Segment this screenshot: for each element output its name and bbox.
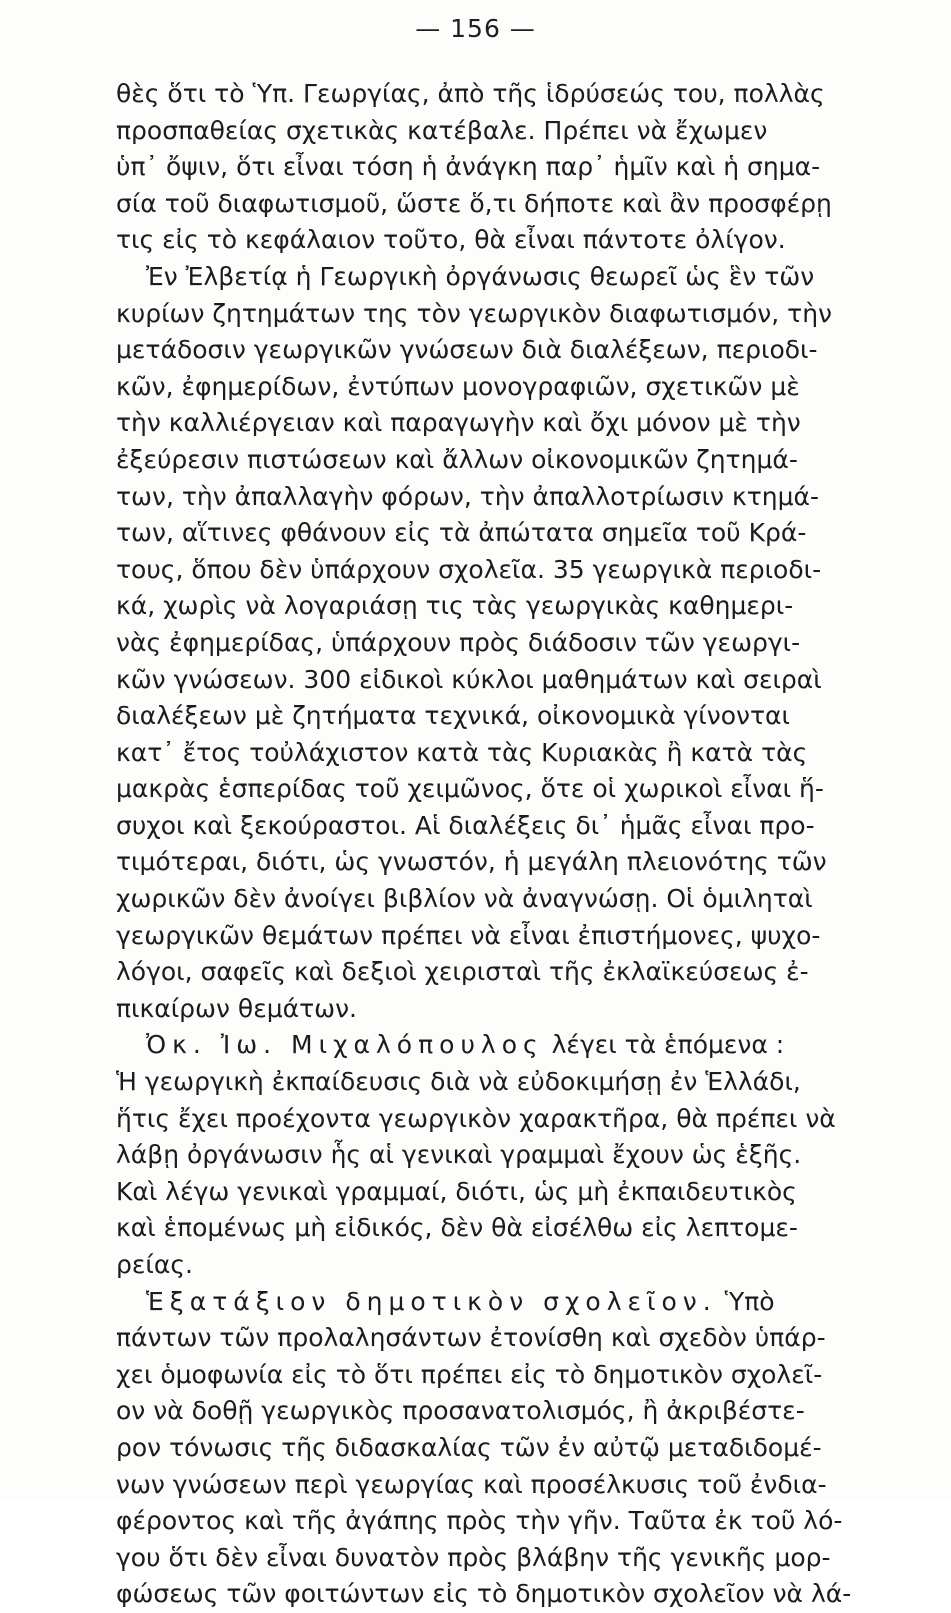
text-line: ἐξεύρεσιν πιστώσεων καὶ ἄλλων οἰκονομικῶν ζητημά- [116,444,798,474]
text-line: σία τοῦ διαφωτισμοῦ, ὥστε ὅ,τι δήποτε καὶ ἂν προσφέρῃ [116,188,832,218]
text-line: γεωργικῶν θεμάτων πρέπει νὰ εἶναι ἐπιστήμονες, ψυχο- [116,920,821,950]
text-line: των, αἵτινες φθάνουν εἰς τὰ ἀπώτατα σημεῖα τοῦ Κρά- [116,518,807,548]
text-line: προσπαθείας σχετικὰς κατέβαλε. Πρέπει νὰ ἔχωμεν [116,115,768,145]
text-line: χει ὁμοφωνία εἰς τὸ ὅτι πρέπει εἰς τὸ δημοτικὸν σχολεῖ- [116,1359,823,1389]
text-line: κῶν γνώσεων. 300 εἰδικοὶ κύκλοι μαθημάτων καὶ σειραὶ [116,664,822,694]
text-line: γου ὅτι δὲν εἶναι δυνατὸν πρὸς βλάβην τῆς γενικῆς μορ- [116,1542,831,1572]
body-text [116,76,930,1613]
text-line: κυρίων ζητημάτων της τὸν γεωργικὸν διαφωτισμόν, τὴν [116,298,833,328]
text-line: ρον τόνωσις τῆς διδασκαλίας τῶν ἐν αὐτῷ μεταδιδομέ- [116,1432,822,1462]
spaced-heading: Ἑξατάξιον δημοτικὸν σχολεῖον. [146,1286,717,1316]
text-line: τις εἰς τὸ κεφάλαιον τοῦτο, θὰ εἶναι πάντοτε ὀλίγον. [116,225,786,255]
text-line: ὑπ᾽ ὄψιν, ὅτι εἶναι τόση ἡ ἀνάγκη παρ᾽ ἡμῖν καὶ ἡ σημα- [116,152,821,182]
text-line: νων γνώσεων περὶ γεωργίας καὶ προσέλκυσις τοῦ ἐνδια- [116,1469,827,1499]
text-line: πικαίρων θεμάτων. [116,993,357,1023]
text-line: ον νὰ δοθῇ γεωργικὸς προσανατολισμός, ἢ ἀκριβέστε- [116,1396,805,1426]
text-line: Καὶ λέγω γενικαὶ γραμμαί, διότι, ὡς μὴ ἐκπαιδευτικὸς [116,1176,797,1206]
text-line: λάβῃ ὀργάνωσιν ἧς αἱ γενικαὶ γραμμαὶ ἔχουν ὡς ἑξῆς. [116,1140,802,1170]
text-line: τιμότεραι, διότι, ὡς γνωστόν, ἡ μεγάλη πλειονότης τῶν [116,847,827,877]
text-line: κῶν, ἐφημερίδων, ἐντύπων μονογραφιῶν, σχετικῶν μὲ [116,371,800,401]
text-line: των, τὴν ἀπαλλαγὴν φόρων, τὴν ἀπαλλοτρίωσιν κτημά- [116,481,820,511]
page-number: — 156 — [415,14,536,43]
text-line: θὲς ὅτι τὸ Ὑπ. Γεωργίας, ἀπὸ τῆς ἱδρύσεώς του, πολλὰς [116,79,825,108]
line-rest: λέγει τὰ ἑπόμενα : [543,1030,785,1060]
text-line: διαλέξεων μὲ ζητήματα τεχνικά, οἰκονομικὰ γίνονται [116,701,790,731]
line-rest: Ὑπὸ [716,1286,775,1316]
text-line: ἥτις ἔχει προέχοντα γεωργικὸν χαρακτῆρα, θὰ πρέπει νὰ [116,1103,836,1133]
text-line: Ἐν Ἐλβετίᾳ ἡ Γεωργικὴ ὀργάνωσις θεωρεῖ ὡς ἓν τῶν [146,261,815,291]
text-line: κατ᾽ ἔτος τοὐλάχιστον κατὰ τὰς Κυριακὰς ἢ κατὰ τὰς [116,737,808,767]
text-line: τους, ὅπου δὲν ὑπάρχουν σχολεῖα. 35 γεωργικὰ περιοδι- [116,554,822,584]
text-line: νὰς ἐφημερίδας, ὑπάρχουν πρὸς διάδοσιν τῶν γεωργι- [116,627,801,657]
text-line: φώσεως τῶν φοιτώντων εἰς τὸ δημοτικὸν σχολεῖον νὰ λά- [116,1579,852,1609]
text-line: λόγοι, σαφεῖς καὶ δεξιοὶ χειρισταὶ τῆς ἐκλαϊκεύσεως ἐ- [116,957,809,987]
text-line: πάντων τῶν προλαλησάντων ἐτονίσθη καὶ σχεδὸν ὑπάρ- [116,1323,826,1353]
text-line: μετάδοσιν γεωργικῶν γνώσεων διὰ διαλέξεων, περιοδι- [116,335,818,365]
text-line: κά, χωρὶς νὰ λογαριάσῃ τις τὰς γεωργικὰς καθημερι- [116,591,794,621]
text-line: τὴν καλλιέργειαν καὶ παραγωγὴν καὶ ὄχι μόνον μὲ τὴν [116,408,801,438]
text-line: μακρὰς ἑσπερίδας τοῦ χειμῶνος, ὅτε οἱ χωρικοὶ εἶναι ἥ- [116,774,824,804]
text-line [116,1027,930,1064]
text-line [116,1284,930,1321]
text-line: φέροντος καὶ τῆς ἀγάπης πρὸς τὴν γῆν. Ταῦτα ἐκ τοῦ λό- [116,1506,843,1536]
text-line: συχοι καὶ ξεκούραστοι. Αἱ διαλέξεις δι᾽ ἡμᾶς εἶναι προ- [116,810,815,840]
text-line: χωρικῶν δὲν ἀνοίγει βιβλίον νὰ ἀναγνώσῃ. Οἱ ὁμιληταὶ [116,884,813,914]
text-line: Ἡ γεωργικὴ ἐκπαίδευσις διὰ νὰ εὐδοκιμήσῃ ἐν Ἑλλάδι, [116,1067,801,1097]
spaced-heading: Ὀκ. Ἰω. Μιχαλόπουλος [146,1030,544,1060]
text-line: καὶ ἑπομένως μὴ εἰδικός, δὲν θὰ εἰσέλθω εἰς λεπτομε- [116,1213,798,1243]
text-line: ρείας. [116,1250,193,1279]
